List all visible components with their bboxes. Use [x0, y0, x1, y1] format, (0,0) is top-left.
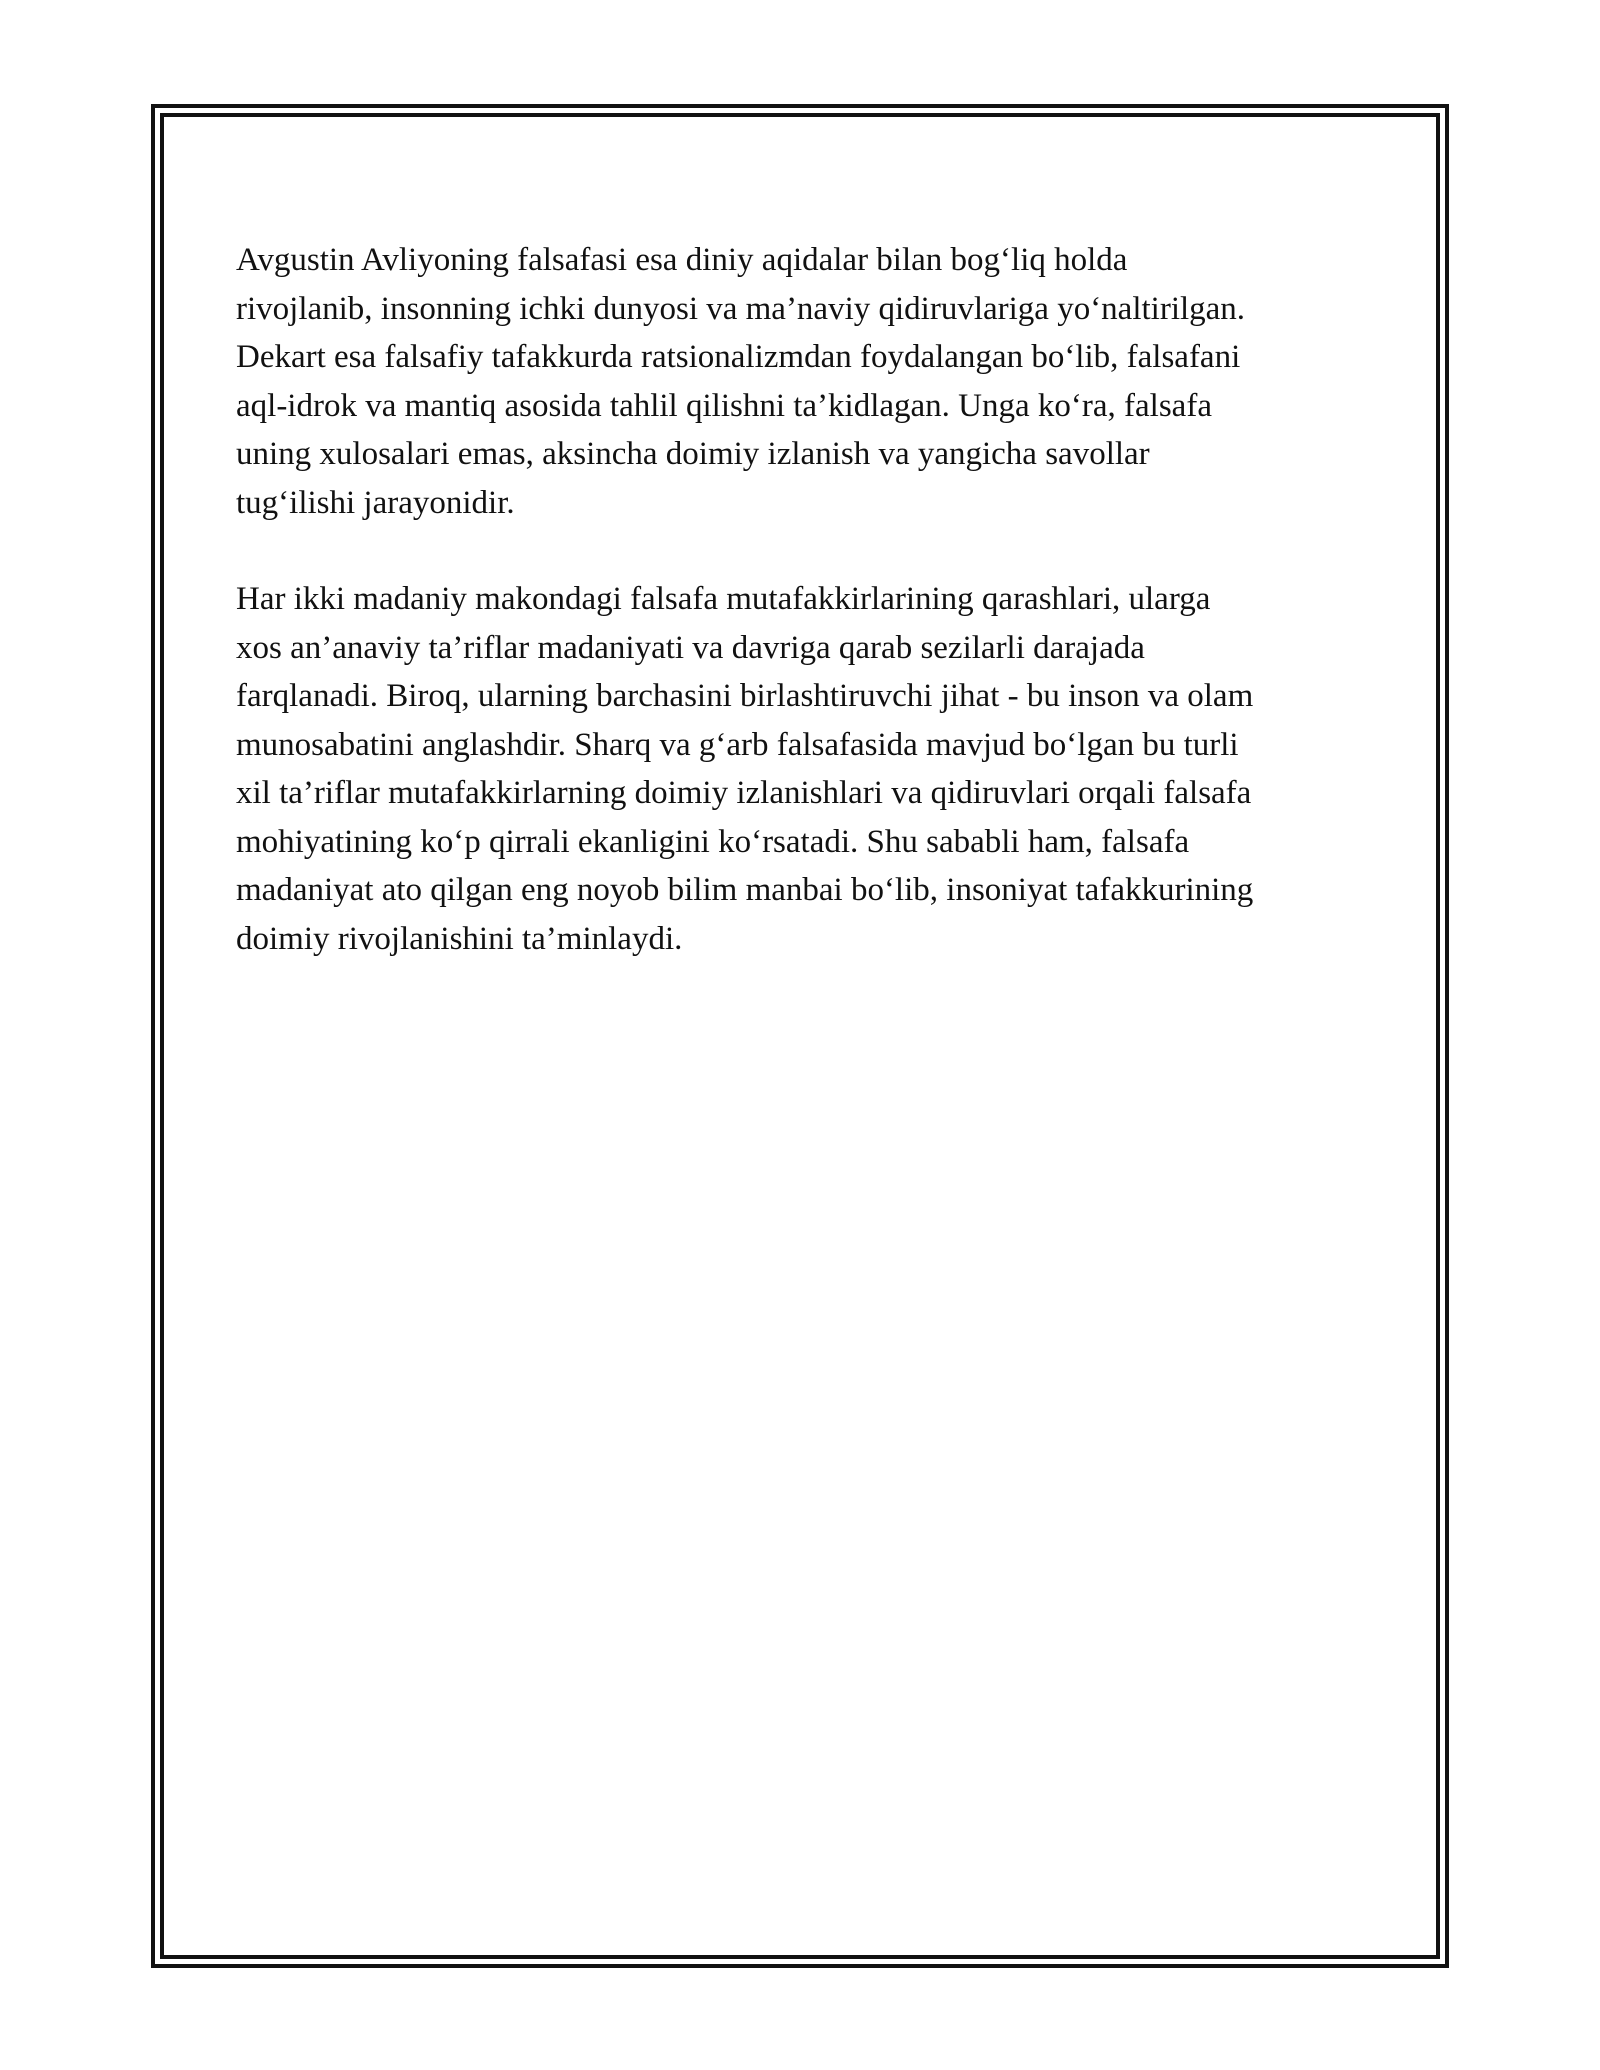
paragraph-line: aql-idrok va mantiq asosida tahlil qilishni ta’kidlagan. Unga ko‘ra, falsafa — [236, 387, 1212, 424]
paragraph-line: Dekart esa falsafiy tafakkurda ratsionalizmdan foydalangan bo‘lib, falsafani — [236, 339, 1241, 375]
paragraph-line: rivojlanib, insonning ichki dunyosi va ma’naviy qidiruvlariga yo‘naltirilgan. — [236, 290, 1246, 327]
paragraph-line: xil ta’riflar mutafakkirlarning doimiy izlanishlari va qidiruvlari orqali falsafa — [236, 775, 1252, 811]
paragraph-2 — [236, 575, 1376, 963]
paragraph-line: mohiyatining ko‘p qirrali ekanligini ko‘rsatadi. Shu sababli ham, falsafa — [236, 823, 1190, 860]
paragraph-1 — [236, 236, 1376, 527]
paragraph-line: farqlanadi. Biroq, ularning barchasini birlashtiruvchi jihat - bu inson va olam — [236, 678, 1254, 714]
paragraph-line: madaniyat ato qilgan eng noyob bilim manbai bo‘lib, insoniyat tafakkurining — [236, 872, 1254, 908]
paragraph-line: Har ikki madaniy makondagi falsafa mutafakkirlarining qarashlari, ularga — [236, 581, 1211, 617]
paragraph-line: doimiy rivojlanishini ta’minlaydi. — [236, 920, 683, 957]
paragraph-line: munosabatini anglashdir. Sharq va g‘arb falsafasida mavjud bo‘lgan bu turli — [236, 726, 1239, 763]
paragraph-line: Avgustin Avliyoning falsafasi esa diniy aqidalar bilan bog‘liq holda — [236, 242, 1128, 278]
paragraph-line: uning xulosalari emas, aksincha doimiy izlanish va yangicha savollar — [236, 436, 1150, 472]
paragraph-line: tug‘ilishi jarayonidir. — [236, 484, 515, 521]
paragraph-line: xos an’anaviy ta’riflar madaniyati va davriga qarab sezilarli darajada — [236, 629, 1145, 666]
document-body — [236, 236, 1376, 1011]
